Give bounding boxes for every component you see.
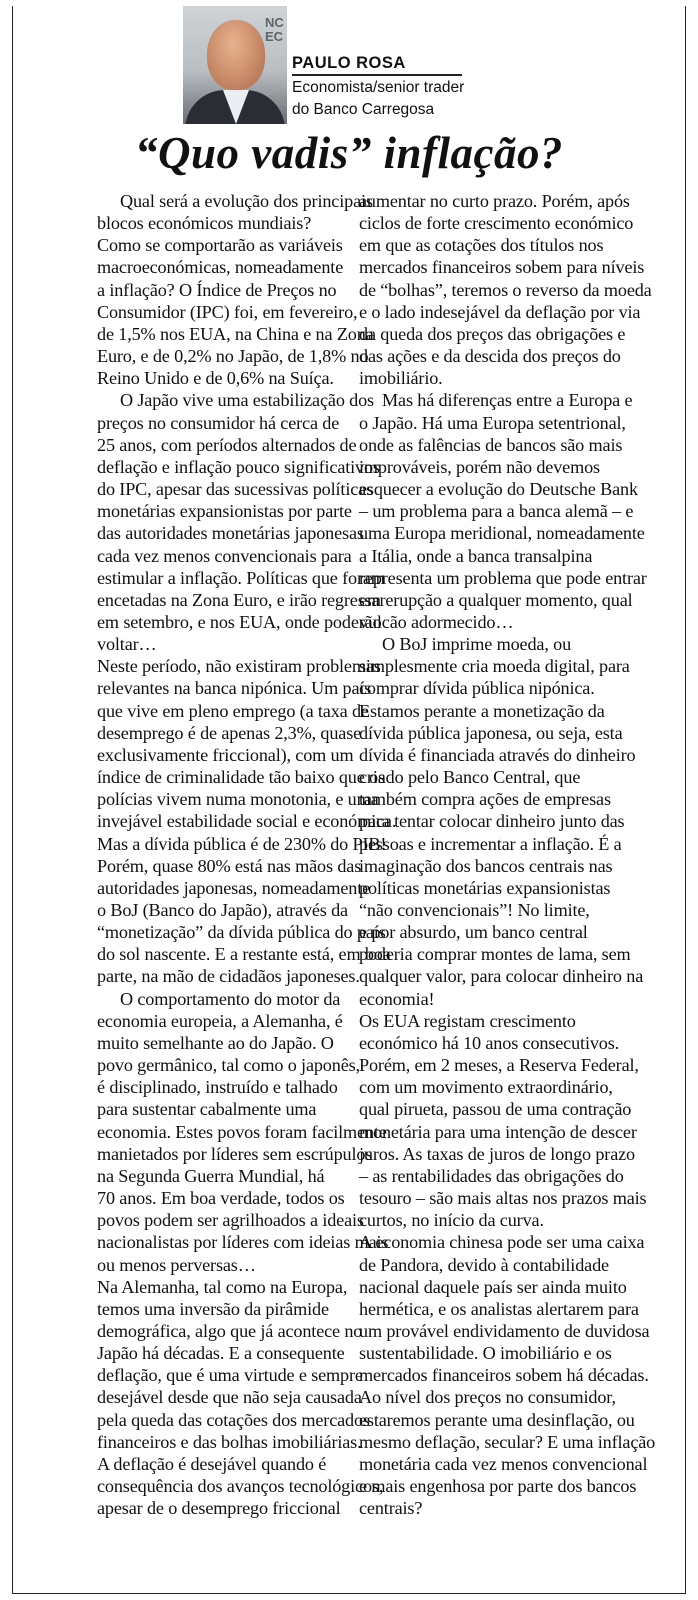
paragraph-left-6: A deflação é desejável quando é consequência dos avanços tecnológicos, apesar de o desemprego friccional [97, 1453, 384, 1519]
paragraph-right-4: Os EUA registam crescimento económico há 10 anos consecutivos. Porém, em 2 meses, a Reserva Federal, com um movimento extraordinário, qual pirueta, passou de uma contração monetária para uma intenção de descer juros. As taxas de juros de longo prazo – as rentabilidades das obrigações do tesouro – são mais altas nos prazos mais curtos, no início da curva. [359, 1010, 647, 1231]
author-photo-head [207, 20, 265, 90]
author-photo [183, 6, 287, 124]
paragraph-left-2: O Japão vive uma estabilização dos preços no consumidor há cerca de 25 anos, com períodos alternados de deflação e inflação pouco significativos do IPC, apesar das sucessivas políticas monetárias expansionistas por parte das autoridades monetárias japonesas cada vez menos convencionais para estimular a inflação. Políticas que foram encetadas na Zona Euro, e irão regressar em setembro, e nos EUA, onde poderão voltar… [97, 390, 386, 655]
author-divider [292, 74, 462, 76]
article-column-right [359, 190, 675, 1519]
article-column-left [97, 190, 397, 1519]
paragraph-right-1: aumentar no curto prazo. Porém, após ciclos de forte crescimento económico em que as cotações dos títulos nos mercados financeiros sobem para níveis de “bolhas”, teremos o reverso da moeda e o lado indesejável da deflação por via da queda dos preços das obrigações e das ações e da descida dos preços do imobiliário. [359, 191, 652, 389]
paragraph-left-1: Qual será a evolução dos principais blocos económicos mundiais? Como se comportarão as variáveis macroeconómicas, nomeadamente a inflação? O Índice de Preços no Consumidor (IPC) foi, em fevereiro, de 1,5% nos EUA, na China e na Zona Euro, e de 0,2% no Japão, de 1,8% no Reino Unido e de 0,6% na Suíça. [97, 191, 374, 389]
paragraph-left-3: Neste período, não existiram problemas relevantes na banca nipónica. Um país que vive em pleno emprego (a taxa de desemprego é de apenas 2,3%, quase exclusivamente friccional), com um índice de criminalidade tão baixo que os polícias vivem numa monotonia, e uma invejável estabilidade social e económica. Mas a dívida pública é de 230% do PIB! Porém, quase 80% está nas mãos das autoridades japonesas, nomeadamente o BoJ (Banco do Japão), através da “monetização” da dívida pública do país do sol nascente. E a restante está, em boa parte, na mão de cidadãos japoneses. [97, 656, 397, 987]
author-name: PAULO ROSA [292, 54, 406, 72]
author-company: do Banco Carregosa [292, 101, 435, 118]
article-title: “Quo vadis” inflação? [134, 128, 563, 178]
author-role: Economista/senior trader [292, 79, 465, 96]
paragraph-left-5: Na Alemanha, tal como na Europa, temos uma inversão da pirâmide demográfica, algo que já acontece no Japão há décadas. E a consequente deflação, que é uma virtude e sempre desejável desde que não seja causada pela queda das cotações dos mercados financeiros e das bolhas imobiliárias. [97, 1276, 370, 1452]
article-header [0, 0, 698, 186]
paragraph-right-2: Mas há diferenças entre a Europa e o Japão. Há uma Europa setentrional, onde as falências de bancos são mais improváveis, porém não devemos esquecer a evolução do Deutsche Bank – um problema para a banca alemã – e uma Europa meridional, nomeadamente a Itália, onde a banca transalpina representa um problema que pode entrar em erupção a qualquer momento, qual vulcão adormecido… [359, 390, 647, 632]
photo-background-text: NC EC [265, 15, 284, 44]
paragraph-right-3: O BoJ imprime moeda, ou simplesmente cria moeda digital, para comprar dívida pública nipónica. Estamos perante a monetização da dívida pública japonesa, ou seja, esta dívida é financiada através do dinheiro criado pelo Banco Central, que também compra ações de empresas para tentar colocar dinheiro junto das pessoas e incrementar a inflação. É a imaginação dos bancos centrais nas políticas monetárias expansionistas “não convencionais”! No limite, e por absurdo, um banco central poderia comprar montes de lama, sem qualquer valor, para colocar dinheiro na economia! [359, 634, 644, 1009]
paragraph-left-4: O comportamento do motor da economia europeia, a Alemanha, é muito semelhante ao do Japão. O povo germânico, tal como o japonês, é disciplinado, instruído e talhado para sustentar cabalmente uma economia. Estes povos foram facilmente manietados por líderes sem escrúpulos na Segunda Guerra Mundial, há 70 anos. Em boa verdade, todos os povos podem ser agrilhoados a ideais nacionalistas por líderes com ideias mais ou menos perversas… [97, 988, 389, 1275]
paragraph-right-5: A economia chinesa pode ser uma caixa de Pandora, devido à contabilidade nacional daquele país ser ainda muito hermética, e os analistas alertarem para um provável endividamento de duvidosa sustentabilidade. O imobiliário e os mercados financeiros sobem há décadas. Ao nível dos preços no consumidor, estaremos perante uma desinflação, ou mesmo deflação, secular? E uma inflação monetária cada vez menos convencional e mais engenhosa por parte dos bancos centrais? [359, 1232, 656, 1519]
